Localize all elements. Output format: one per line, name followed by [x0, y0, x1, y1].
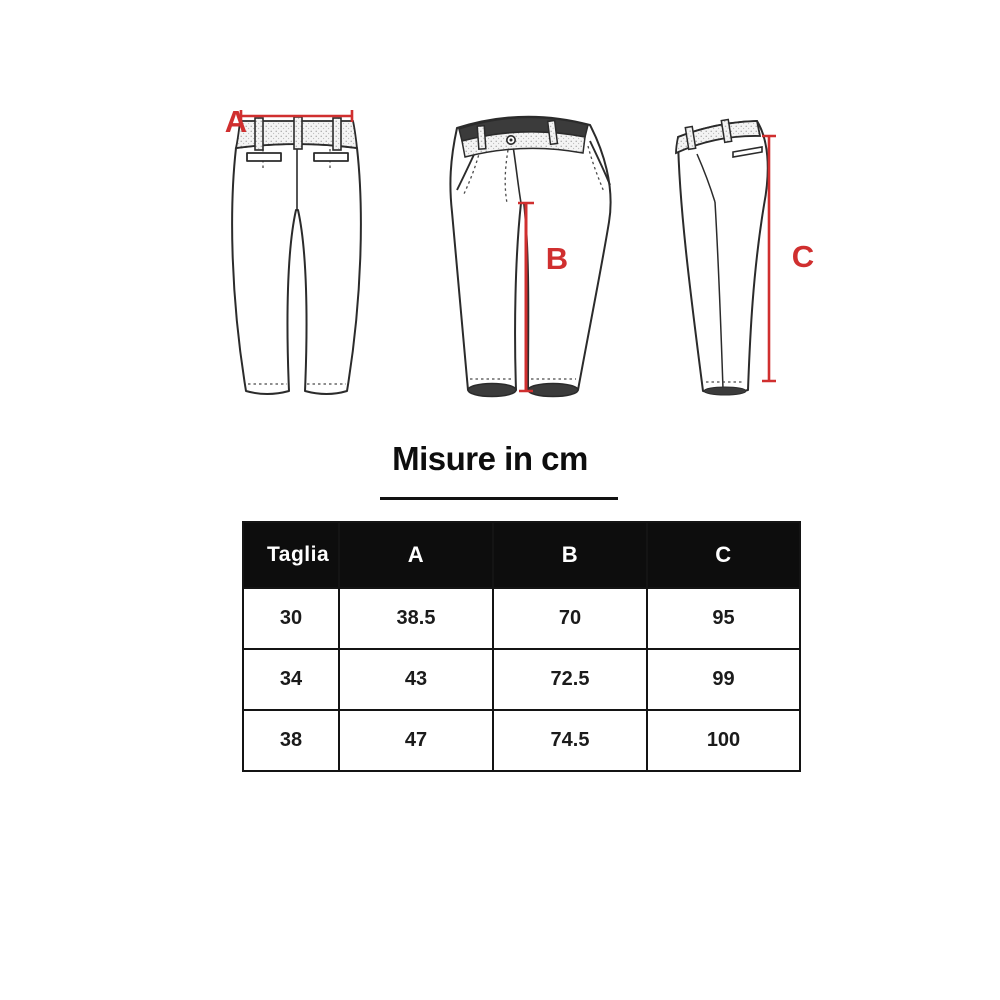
measurement-cell-b: 70 [493, 588, 647, 649]
dimension-label-c: C [791, 239, 815, 274]
measurement-cell-a: 43 [339, 649, 493, 710]
pants-measurement-diagram [0, 0, 1000, 430]
measurement-cell-c: 100 [647, 710, 800, 771]
measurement-cell-a: 38.5 [339, 588, 493, 649]
measurement-cell-c: 99 [647, 649, 800, 710]
header-cell-taglia: Taglia [243, 522, 339, 588]
size-cell: 34 [243, 649, 339, 710]
measurement-cell-b: 74.5 [493, 710, 647, 771]
size-table [242, 521, 801, 772]
size-cell: 30 [243, 588, 339, 649]
table-row [243, 588, 800, 649]
header-cell-b: B [493, 522, 647, 588]
pants-front-view [450, 117, 610, 397]
pants-diagram-svg [0, 0, 1000, 430]
size-chart-title: Misure in cm [392, 440, 588, 477]
measurement-cell-b: 72.5 [493, 649, 647, 710]
pants-back-view [232, 110, 361, 394]
table-header-row [243, 522, 800, 588]
table-row [243, 649, 800, 710]
header-cell-a: A [339, 522, 493, 588]
table-row [243, 710, 800, 771]
measurement-cell-a: 47 [339, 710, 493, 771]
dimension-label-a: A [224, 104, 248, 139]
title-underline [380, 497, 618, 500]
header-cell-c: C [647, 522, 800, 588]
pants-side-view [676, 120, 776, 395]
measurement-cell-c: 95 [647, 588, 800, 649]
dimension-label-b: B [545, 241, 569, 276]
size-cell: 38 [243, 710, 339, 771]
